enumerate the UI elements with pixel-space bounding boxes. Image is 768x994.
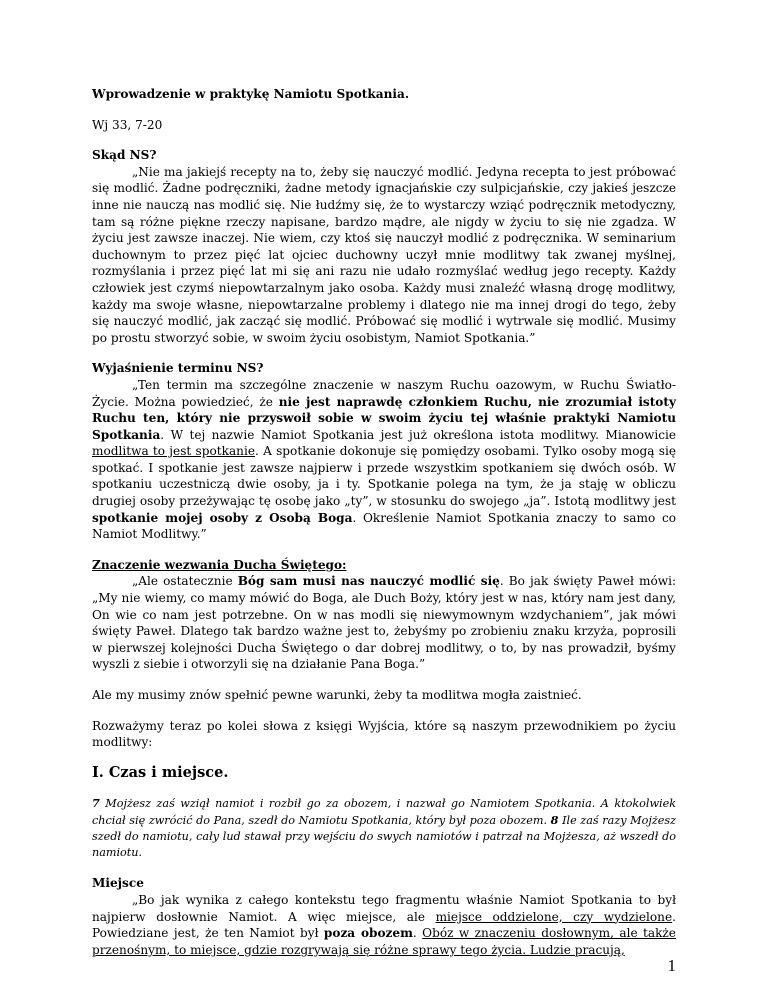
underlined-run: miejsce oddzielone, czy wydzielone (435, 909, 673, 924)
bold-run: nie jest naprawdę członkiem Ruchu, nie zrozumiał istoty Ruchu ten, który nie przyswoił sobie w swoim życiu tej właśnie praktyki Namiotu Spotkania (92, 394, 676, 442)
text-run: . (412, 926, 423, 941)
verse-text: Ile zaś razy Mojżesz szedł do namiotu, cały lud stawał przy wejściu do swych namiotów i patrzał na Mojżesza, aż wszedł do namiotu. (92, 814, 676, 860)
section-miejsce (92, 875, 676, 958)
document-body (92, 86, 676, 972)
section-heading: Wyjaśnienie terminu NS? (92, 361, 264, 376)
scripture-reference: Wj 33, 7-20 (92, 117, 163, 132)
paragraph: Rozważymy teraz po kolei słowa z księgi Wyjścia, które są naszym przewodnikiem po życiu modlitwy: (92, 718, 676, 750)
underlined-run: Obóz w znaczeniu dosłownym, ale także przenośnym, to miejsce, gdzie rozgrywają się różne sprawy tego życia. Ludzie pracują, (92, 926, 676, 957)
text-run: . Bo jak święty Paweł mówi: „My nie wiemy, co mamy mówić do Boga, ale Duch Boży, który jest w nas, który nam jest dany, On wie co nam jest potrzebne. On w nas modli się niewymownym wzdychaniem”, jak mówi święty Paweł. Dlatego tak bardzo ważne jest to, żebyśmy po zrobieniu znaku krzyża, poprosili w pierwszej kolejności Ducha Świętego o dar dobrej modlitwy, o to, by nas prowadził, byśmy wyszli z siebie i otworzyli się na działanie Pana Boga.” (92, 574, 677, 672)
paragraph (92, 573, 676, 673)
paragraph: „Nie ma jakiejś recepty na to, żeby się nauczyć modlić. Jedyna recepta to jest próbować się modlić. Żadne podręczniki, żadne metody ignacjańskie czy sulpicjańskie, czy jakieś jeszcze inne nie nauczą nas modlić się. Nie łudźmy się, że to wystarczy wziąć podręcznik metodyczny, tam są różne piękne rzeczy napisane, bardzo mądre, ale nigdy w życiu to się nie zgadza. W życiu jest zawsze inaczej. Nie wiem, czy ktoś się nauczył modlić z podręcznika. W seminarium duchownym to przez pięć lat ojciec duchowny uczył mnie modlitwy tak zwanej myślnej, rozmyślania i przez pięć lat mi się ani razu nie udało rozmyślać według jego recepty. Każdy człowiek jest czymś niepowtarzalnym jako osoba. Każdy musi znaleźć własną drogę modlitwy, każdy ma swoje własne, niepowtarzalne problemy i dlatego nie ma innej drogi do tego, żeby się nauczyć modlić, jak zacząć się modlić. Próbować się modlić i wytrwale się modlić. Musimy po prostu stworzyć sobie, w swoim życiu osobistym, Namiot Spotkania.” (92, 164, 676, 345)
section-heading: Miejsce (92, 876, 144, 891)
verse-number: 7 (92, 796, 100, 811)
bold-run: Bóg sam musi nas nauczyć modlić się (237, 574, 500, 589)
section-znaczenie (92, 557, 676, 673)
verse-number: 8 (550, 813, 559, 828)
bold-run: spotkanie mojej osoby z Osobą Boga (92, 510, 353, 525)
bold-run: poza obozem (323, 926, 413, 941)
text-run: „Bo jak wynika z całego kontekstu tego fragmentu właśnie Namiot Spotkania to był najpierw dosłownie Namiot. A więc miejsce, ale (92, 892, 676, 924)
page-number: 1 (667, 956, 676, 975)
paragraph (92, 892, 676, 958)
text-run: . Określenie Namiot Spotkania znaczy to samo co Namiot Modlitwy.” (92, 510, 676, 542)
section-heading: Skąd NS? (92, 148, 157, 163)
text-run: . W tej nazwie Namiot Spotkania jest już określona istota modlitwy. Mianowicie (160, 427, 676, 442)
section-heading: Znaczenie wezwania Ducha Świętego: (92, 557, 347, 572)
document-title: Wprowadzenie w praktykę Namiotu Spotkania. (92, 87, 410, 101)
paragraph: Ale my musimy znów spełnić pewne warunki, żeby ta modlitwa mogła zaistnieć. (92, 688, 582, 702)
text-run: . A spotkanie dokonuje się pomiędzy osobami. Tylko osoby mogą się spotkać. I spotkanie jest zawsze najpierw i przede wszystkim spotkaniem się dwóch osób. W spotkaniu uczestniczą dwie osoby, ja i ty. Spotkanie polega na tym, że ja staję w obliczu drugiej osoby przeżywając tę osobę jako „ty”, w stosunku do swojego „ja”. Istotą modlitwy jest (92, 444, 676, 509)
scripture-quote (92, 795, 676, 861)
section-title: I. Czas i miejsce. (92, 763, 229, 781)
paragraph (92, 377, 676, 543)
text-run: „Ale ostatecznie (132, 574, 238, 589)
text-run: „Ten termin ma szczególne znaczenie w naszym Ruchu oazowym, w Ruchu Światło-Życie. Można powiedzieć, że (92, 377, 676, 409)
verse-text: Mojżesz zaś wziął namiot i rozbił go za obozem, i nazwał go Namiotem Spotkania. A ktokolwiek chciał się zwrócić do Pana, szedł do Namiotu Spotkania, który był poza obozem. (92, 797, 676, 828)
section-skad (92, 147, 676, 346)
text-run: . Powiedziane jest, że ten Namiot był (92, 909, 676, 941)
section-wyjasnienie (92, 360, 676, 543)
underlined-run: modlitwa to jest spotkanie (92, 444, 255, 459)
